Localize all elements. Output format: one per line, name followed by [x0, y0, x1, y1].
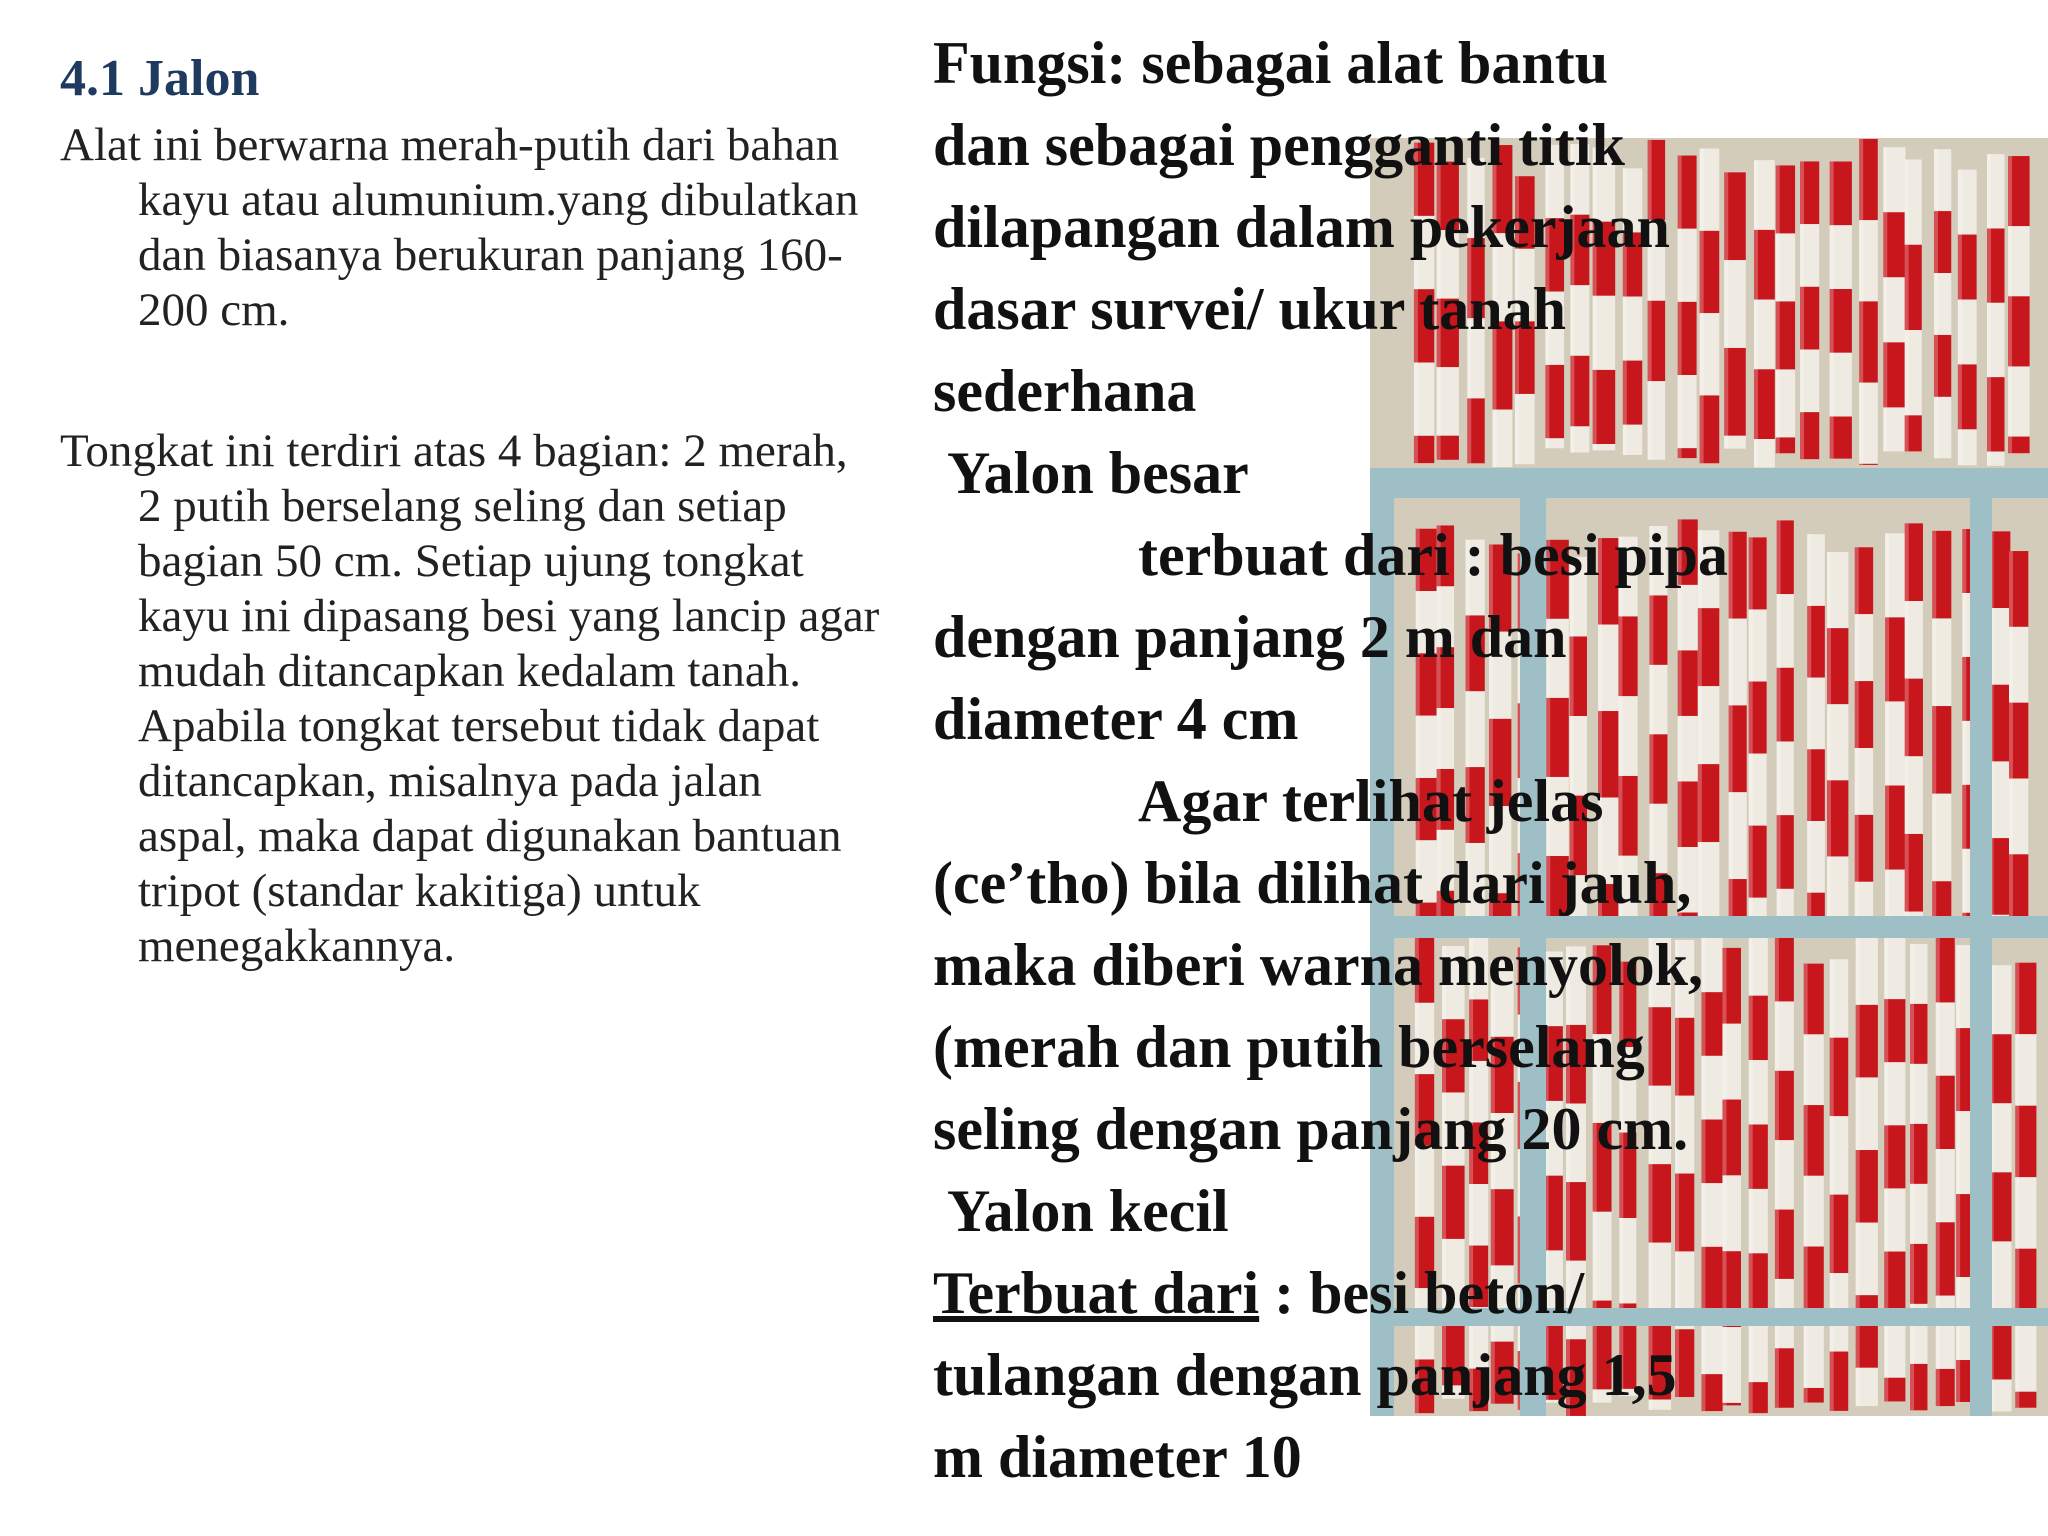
- yalon-kecil-line: m diameter 10: [933, 1424, 1302, 1490]
- agar-line: Agar terlihat jelas: [1138, 768, 1604, 834]
- yalon-kecil-line: tulangan dengan panjang 1,5: [933, 1342, 1677, 1408]
- agar-line: seling dengan panjang 20 cm.: [933, 1096, 1689, 1162]
- fungsi-line: Fungsi: sebagai alat bantu: [933, 30, 1609, 96]
- right-column: [933, 22, 2033, 1498]
- yalon-kecil-heading: Yalon kecil: [947, 1178, 1229, 1244]
- fungsi-line: dasar survei/ ukur tanah: [933, 276, 1566, 342]
- fungsi-line: sederhana: [933, 358, 1197, 424]
- fungsi-line: dan sebagai pengganti titik: [933, 112, 1625, 178]
- agar-line: (ce’tho) bila dilihat dari jauh,: [933, 850, 1692, 916]
- paragraph-construction: Tongkat ini terdiri atas 4 bagian: 2 merah, 2 putih berselang seling dan setiap bagian 50 cm. Setiap ujung tongkat kayu ini dipasang besi yang lancip agar mudah ditancapkan kedalam tanah. Apabila tongkat tersebut tidak dapat ditancapkan, misalnya pada jalan aspal, maka dapat digunakan bantuan tripot (standar kakitiga) untuk menegakkannya.: [60, 425, 880, 972]
- fungsi-line: dilapangan dalam pekerjaan: [933, 194, 1670, 260]
- section-title: 4.1 Jalon: [60, 50, 260, 107]
- yalon-besar-heading: Yalon besar: [947, 440, 1249, 506]
- agar-line: (merah dan putih berselang: [933, 1014, 1645, 1080]
- left-column: [60, 40, 880, 974]
- agar-line: maka diberi warna menyolok,: [933, 932, 1704, 998]
- terbuat-dari-line: [933, 1252, 2033, 1334]
- yalon-besar-line: diameter 4 cm: [933, 686, 1299, 752]
- yalon-besar-line: terbuat dari : besi pipa: [1138, 522, 1729, 588]
- paragraph-material: Alat ini berwarna merah-putih dari bahan kayu atau alumunium.yang dibulatkan dan biasanya berukuran panjang 160-200 cm.: [60, 119, 859, 336]
- terbuat-dari-rest: : besi beton/: [1259, 1260, 1585, 1326]
- yalon-besar-line: dengan panjang 2 m dan: [933, 604, 1567, 670]
- terbuat-dari-label: Terbuat dari: [933, 1260, 1260, 1326]
